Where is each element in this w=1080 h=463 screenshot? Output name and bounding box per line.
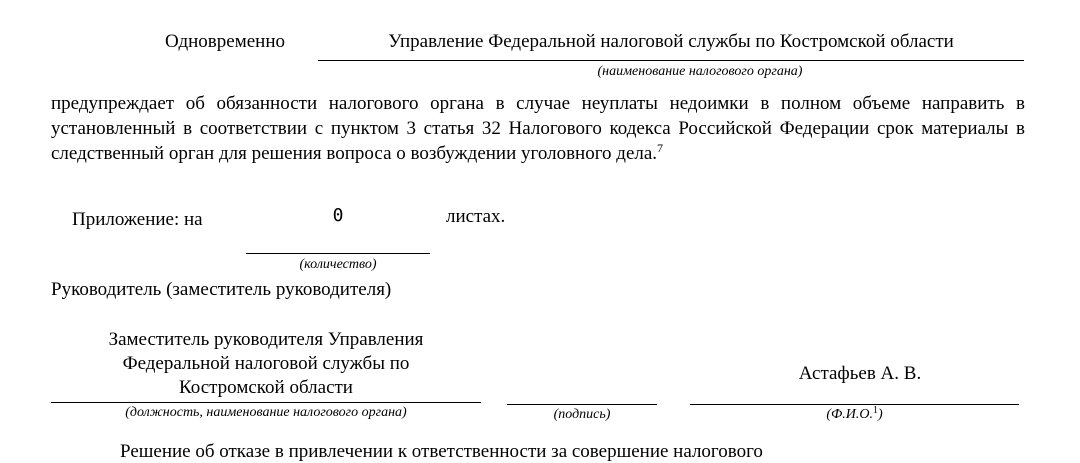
name-caption <box>690 407 1019 423</box>
next-section-title: Решение об отказе в привлечении к ответственности за совершение налогового <box>120 441 763 462</box>
intro-label: Одновременно <box>165 31 286 52</box>
tax-authority-underline <box>318 60 1024 61</box>
warning-paragraph <box>51 91 1025 166</box>
position-underline <box>51 402 481 403</box>
head-name: Астафьев А. В. <box>798 363 922 384</box>
name-caption-footnote: 1 <box>872 405 878 416</box>
name-underline <box>690 404 1019 405</box>
attachment-count: 0 <box>332 205 344 226</box>
signature-line <box>507 404 657 405</box>
position-caption: (должность, наименование налогового органа) <box>125 405 407 420</box>
footnote-marker: 7 <box>657 141 664 155</box>
tax-authority-name: Управление Федеральной налоговой службы по Костромской области <box>388 31 954 52</box>
head-position-line-1: Заместитель руководителя Управления <box>108 329 424 350</box>
attachment-suffix: листах. <box>446 206 506 227</box>
signature-caption: (подпись) <box>553 407 611 422</box>
head-position-line-3: Костромской области <box>179 377 353 398</box>
attachment-count-caption: (количество) <box>299 257 377 272</box>
tax-authority-caption: (наименование налогового органа) <box>597 64 803 79</box>
head-position-line-2: Федеральной налоговой службы по <box>122 353 410 374</box>
name-caption-text: (Ф.И.О. <box>826 407 873 422</box>
attachment-label: Приложение: на <box>72 209 203 230</box>
attachment-count-underline <box>246 253 430 254</box>
warning-text: предупреждает об обязанности налогового органа в случае неуплаты недоимки в полном объеме направить в установленный в соответствии с пунктом 3 статья 32 Налогового кодекса Российской Федерации срок материалы в следственный орган для решения вопроса о возбуждении уголовного дела. <box>51 93 1025 164</box>
name-caption-end: ) <box>877 407 883 422</box>
head-label: Руководитель (заместитель руководителя) <box>51 279 392 300</box>
